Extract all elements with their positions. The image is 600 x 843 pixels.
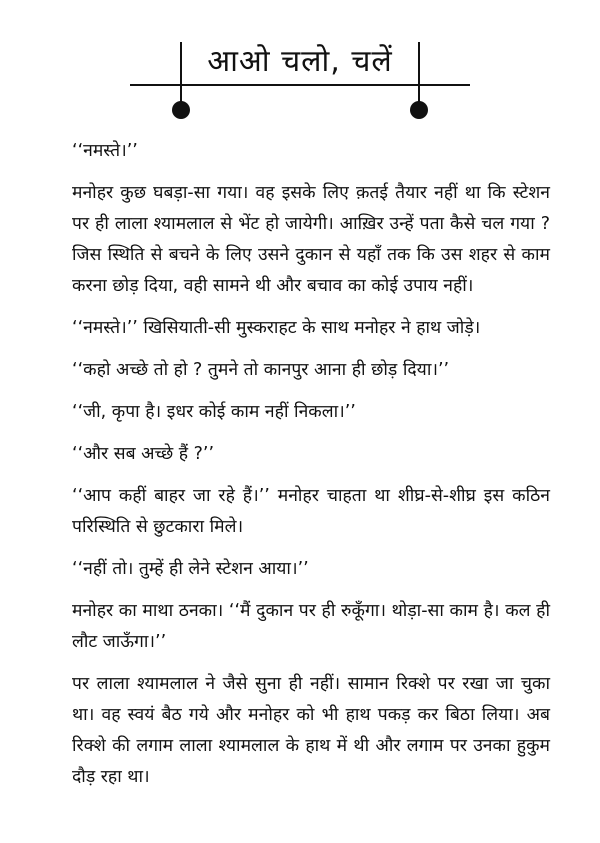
paragraph-8: ‘‘नहीं तो। तुम्हें ही लेने स्टेशन आया।’’	[72, 559, 309, 579]
paragraph-10: पर लाला श्यामलाल ने जैसे सुना ही नहीं। सामान रिक्शे पर रखा जा चुका था। वह स्वयं बैठ गये और मनोहर को भी हाथ पकड़ कर बिठा लिया। अब रिक्शे की लगाम लाला श्यामलाल के हाथ में थी और लगाम पर उनका हुकुम दौड़ रहा था।	[72, 674, 550, 787]
chapter-title: आओ चलो, चलें	[207, 44, 393, 79]
paragraph-2: मनोहर कुछ घबड़ा-सा गया। वह इसके लिए क़तई तैयार नहीं था कि स्टेशन पर ही लाला श्यामलाल से भेंट हो जायेगी। आख़िर उन्हें पता कैसे चल गया ? जिस स्थिति से बचने के लिए उसने दुकान से यहाँ तक कि उस शहर से काम करना छोड़ दिया, वही सामने थी और बचाव का कोई उपाय नहीं।	[72, 183, 550, 296]
paragraph-7: ‘‘आप कहीं बाहर जा रहे हैं।’’ मनोहर चाहता था शीघ्र-से-शीघ्र इस कठिन परिस्थिति से छुटकारा मिले।	[72, 486, 550, 537]
heading-ornament-rule	[130, 84, 470, 86]
heading-ornament-right-bar	[418, 42, 420, 104]
paragraph-3: ‘‘नमस्ते।’’ खिसियाती-सी मुस्कराहट के साथ मनोहर ने हाथ जोड़े।	[72, 318, 481, 338]
heading-ornament-right-dot	[410, 101, 428, 119]
heading-ornament-left-dot	[172, 101, 190, 119]
chapter-body	[72, 136, 550, 804]
paragraph-9: मनोहर का माथा ठनका। ‘‘मैं दुकान पर ही रुकूँगा। थोड़ा-सा काम है। कल ही लौट जाऊँगा।’’	[72, 601, 550, 652]
paragraph-5: ‘‘जी, कृपा है। इधर कोई काम नहीं निकला।’’	[72, 402, 356, 422]
paragraph-1: ‘‘नमस्ते।’’	[72, 141, 138, 161]
paragraph-6: ‘‘और सब अच्छे हैं ?’’	[72, 444, 215, 464]
chapter-heading	[130, 22, 470, 112]
paragraph-4: ‘‘कहो अच्छे तो हो ? तुमने तो कानपुर आना ही छोड़ दिया।’’	[72, 360, 450, 380]
